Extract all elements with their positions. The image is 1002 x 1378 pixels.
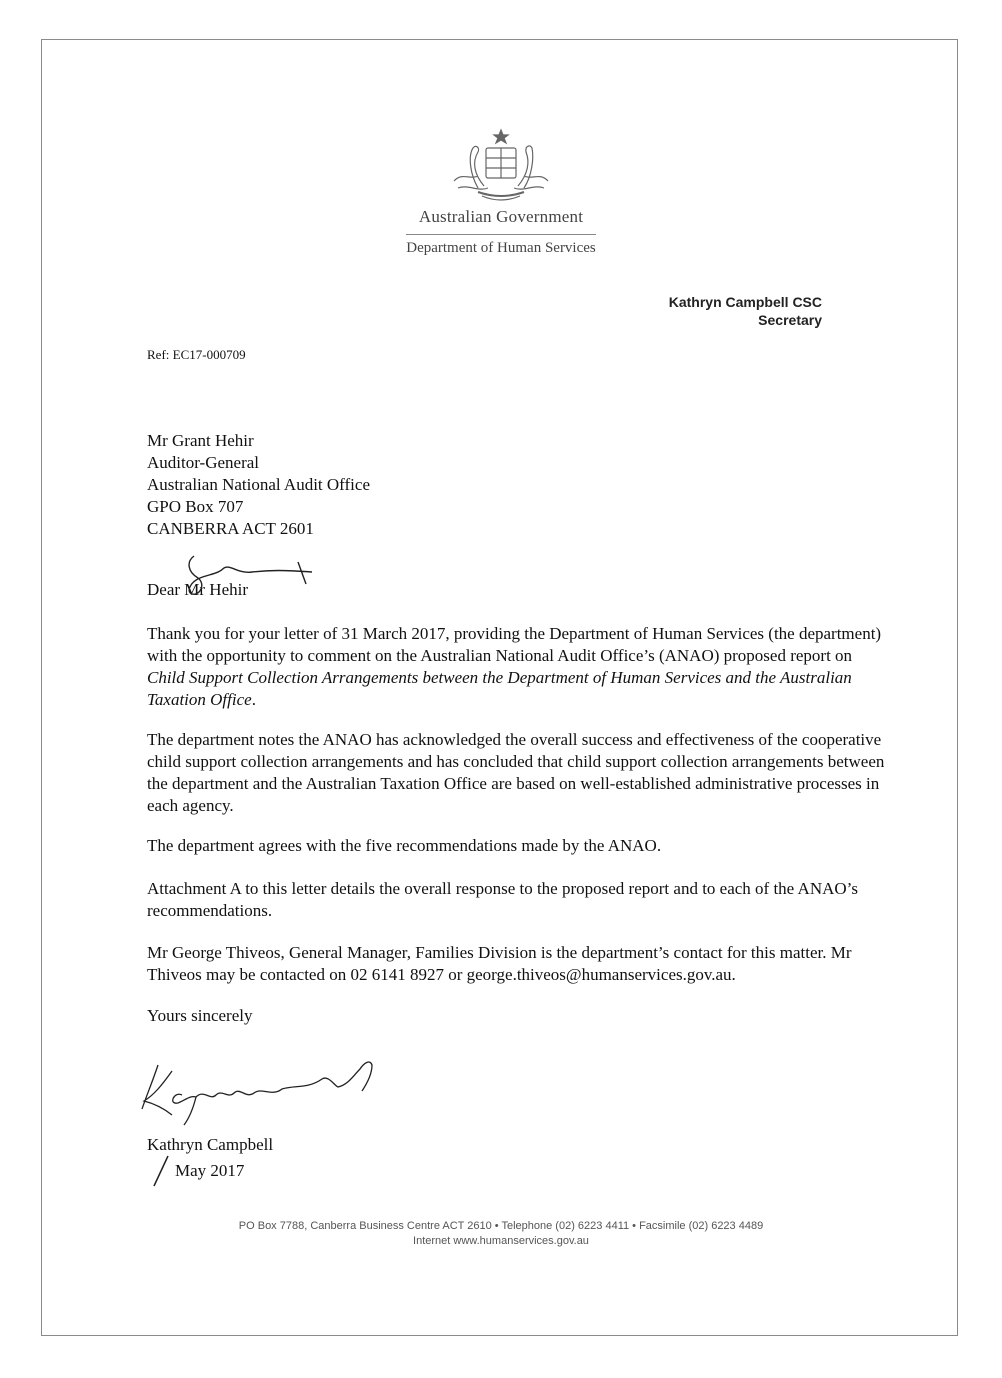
recipient-address: [147, 430, 887, 540]
signatory-name: Kathryn Campbell: [147, 1135, 274, 1154]
paragraph-1: [147, 623, 887, 711]
footer: [0, 1219, 1002, 1249]
initials-signature: [180, 548, 320, 604]
recipient-line: GPO Box 707: [147, 497, 244, 516]
footer-website: Internet www.humanservices.gov.au: [413, 1235, 589, 1247]
recipient-line: CANBERRA ACT 2601: [147, 519, 314, 538]
paragraph-5: Mr George Thiveos, General Manager, Families Division is the department’s contact for this matter. Mr Thiveos may be contacted on 02 6141 8927 or george.thiveos@humanservices.gov.au.: [147, 943, 852, 984]
paragraph-3: The department agrees with the five recommendations made by the ANAO.: [147, 836, 662, 855]
reference-number: Ref: EC17-000709: [147, 347, 246, 362]
signature-date: May 2017: [175, 1161, 245, 1180]
recipient-line: Mr Grant Hehir: [147, 431, 254, 450]
recipient-line: Auditor-General: [147, 453, 260, 472]
paragraph-1-end: .: [251, 690, 256, 709]
paragraph-1-text: Thank you for your letter of 31 March 2017, providing the Department of Human Services (the department) with the opportunity to comment on the Australian National Audit Office’s (ANAO) proposed report on: [147, 624, 882, 665]
sender-block: [669, 293, 822, 329]
coat-of-arms-logo: [448, 126, 554, 206]
letterhead-divider: [406, 234, 596, 235]
sender-role: Secretary: [758, 312, 822, 328]
salutation: Dear Mr Hehir: [147, 580, 249, 599]
footer-contact: PO Box 7788, Canberra Business Centre ACT 2610 • Telephone (02) 6223 4411 • Facsimile (02) 6223 4489: [238, 1220, 764, 1232]
recipient-line: Australian National Audit Office: [147, 475, 370, 494]
paragraph-4: Attachment A to this letter details the overall response to the proposed report and to each of the ANAO’s recommendations.: [147, 879, 858, 920]
sender-name: Kathryn Campbell CSC: [668, 294, 822, 310]
handwritten-signature: [138, 1055, 468, 1127]
closing: Yours sincerely: [147, 1006, 253, 1025]
date-day-handwritten: [146, 1152, 176, 1192]
paragraph-2: The department notes the ANAO has acknowledged the overall success and effectiveness of the cooperative child support collection arrangements and has concluded that child support collection arrangements between the department and the Australian Taxation Office are based on well-established administrative processes in each agency.: [147, 730, 885, 815]
letterhead-title: Australian Government: [418, 207, 584, 226]
letterhead-department: Department of Human Services: [406, 240, 596, 256]
report-title: Child Support Collection Arrangements between the Department of Human Services and the Australian Taxation Office: [147, 668, 852, 709]
